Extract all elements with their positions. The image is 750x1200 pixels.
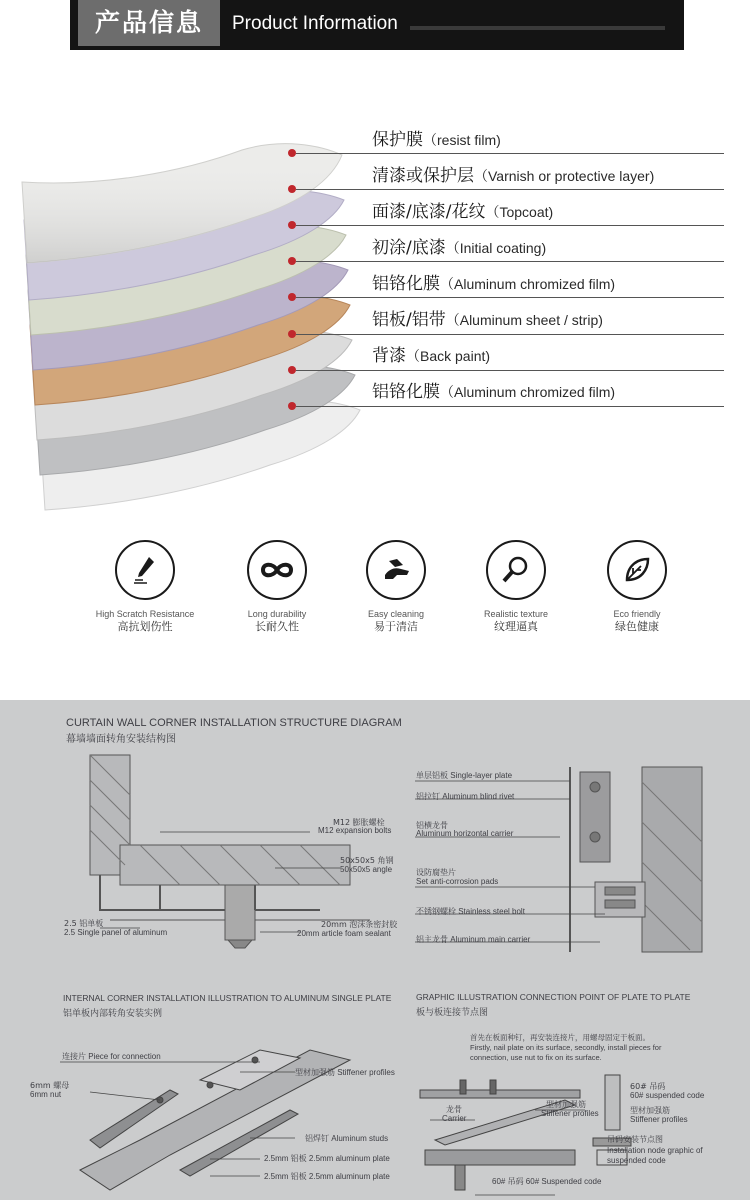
layer-label-6: 铝板/铝带（Aluminum sheet / strip) bbox=[372, 310, 603, 330]
layer-line bbox=[296, 225, 724, 226]
label-nut-cn: 6mm 螺母 bbox=[30, 1081, 70, 1090]
header-title-cn: 产品信息 bbox=[78, 0, 220, 46]
label-aluminum-plate-1: 2.5mm 铝板 2.5mm aluminum plate bbox=[264, 1154, 390, 1163]
infinity-icon bbox=[247, 540, 307, 600]
label-horizontal-carrier-en: Aluminum horizontal carrier bbox=[416, 829, 514, 838]
label-node-graphic-cn: 吊码安装节点图 bbox=[607, 1135, 663, 1144]
label-carrier-cn: 龙骨 bbox=[446, 1105, 462, 1114]
section2-title-en: INTERNAL CORNER INSTALLATION ILLUSTRATION TO ALUMINUM SINGLE PLATE bbox=[63, 993, 392, 1003]
layer-dot bbox=[288, 402, 296, 410]
label-angle-en: 50x50x5 angle bbox=[340, 865, 393, 874]
label-horizontal-carrier-cn: 铝横龙骨 bbox=[416, 821, 448, 830]
label-panel-en: 2.5 Single panel of aluminum bbox=[64, 928, 168, 937]
label-sealant-cn: 20mm 泡沫条密封胶 bbox=[321, 920, 398, 929]
label-aluminum-studs: 铝焊钉 Aluminum studs bbox=[305, 1134, 389, 1143]
label-expansion-bolts-en: M12 expansion bolts bbox=[318, 826, 392, 835]
layer-dot bbox=[288, 366, 296, 374]
label-stiffener-profiles: 型材加强筋 Stiffener profiles bbox=[295, 1068, 395, 1077]
label-sealant-en: 20mm article foam sealant bbox=[297, 929, 391, 938]
label-panel-cn: 2.5 铝单板 bbox=[64, 919, 104, 928]
section3-note-en2: connection, use nut to fix on its surface. bbox=[470, 1053, 602, 1062]
header-title-en: Product Information bbox=[232, 13, 398, 34]
feature-scratch-resistance bbox=[85, 540, 205, 634]
leaf-icon bbox=[607, 540, 667, 600]
label-angle-cn: 50x50x5 角钢 bbox=[340, 856, 394, 865]
feature-label-cn: 易于清洁 bbox=[374, 620, 418, 633]
label-node-graphic-en2: suspended code bbox=[607, 1156, 666, 1165]
label-expansion-bolts-cn: M12 膨胀螺栓 bbox=[333, 818, 385, 827]
section3-title-en: GRAPHIC ILLUSTRATION CONNECTION POINT OF PLATE TO PLATE bbox=[416, 992, 691, 1002]
layer-label-1: 保护膜（resist film) bbox=[372, 130, 501, 150]
layer-label-5: 铝铬化膜（Aluminum chromized film) bbox=[372, 274, 616, 294]
label-stiffener2-en: Stiffener profiles bbox=[630, 1115, 688, 1124]
label-anti-corrosion-cn: 设防腐垫片 bbox=[416, 868, 456, 877]
layer-label-7: 背漆（Back paint) bbox=[372, 346, 491, 366]
feature-easy-cleaning bbox=[336, 540, 456, 634]
layer-stack-illustration bbox=[20, 120, 380, 520]
layer-dot bbox=[288, 330, 296, 338]
section2-title-cn: 铝单板内部转角安装实例 bbox=[63, 1009, 163, 1019]
layer-line bbox=[296, 334, 724, 335]
feature-label-en: Easy cleaning bbox=[367, 609, 425, 619]
layer-dot bbox=[288, 149, 296, 157]
cleaning-hand-icon bbox=[366, 540, 426, 600]
feature-long-durability bbox=[217, 540, 337, 634]
layer-label-8: 铝铬化膜（Aluminum chromized film) bbox=[372, 382, 616, 402]
label-main-carrier: 铝主龙骨 Aluminum main carrier bbox=[416, 935, 531, 944]
diagram-title-cn: 幕墙墙面转角安装结构图 bbox=[66, 734, 176, 745]
section-header bbox=[70, 0, 684, 50]
layer-dot bbox=[288, 257, 296, 265]
layer-label-2: 清漆或保护层（Varnish or protective layer) bbox=[372, 166, 655, 186]
feature-label-cn: 纹理逼真 bbox=[494, 620, 538, 633]
layer-dot bbox=[288, 293, 296, 301]
label-carrier-en: Carrier bbox=[442, 1114, 467, 1123]
layer-label-4: 初涂/底漆（Initial coating) bbox=[372, 238, 547, 258]
installation-diagram bbox=[0, 700, 750, 1200]
label-stiffener2-cn: 型材加强筋 bbox=[630, 1106, 670, 1115]
label-steel-bolt: 不锈钢螺栓 Stainless steel bolt bbox=[416, 907, 525, 916]
layer-line bbox=[296, 297, 724, 298]
scratch-pen-icon bbox=[115, 540, 175, 600]
label-anti-corrosion-en: Set anti-corrosion pads bbox=[416, 877, 499, 886]
feature-realistic-texture bbox=[456, 540, 576, 634]
label-connection-piece: 连接片 Piece for connection bbox=[62, 1052, 161, 1061]
section3-note-cn: 首先在板面种钉，再安装连接片，用螺母固定于板面。 bbox=[470, 1033, 650, 1042]
layer-dot bbox=[288, 221, 296, 229]
layer-line bbox=[296, 370, 724, 371]
feature-label-cn: 长耐久性 bbox=[255, 620, 299, 633]
magnifier-icon bbox=[486, 540, 546, 600]
feature-eco-friendly bbox=[577, 540, 697, 634]
feature-label-en: High Scratch Resistance bbox=[95, 609, 195, 619]
label-aluminum-plate-2: 2.5mm 铝板 2.5mm aluminum plate bbox=[264, 1172, 390, 1181]
label-single-layer-plate: 单层铝板 Single-layer plate bbox=[416, 771, 513, 780]
label-blind-rivet: 铝拉钉 Aluminum blind rivet bbox=[416, 792, 515, 801]
feature-label-en: Eco friendly bbox=[613, 609, 661, 619]
layer-dot bbox=[288, 185, 296, 193]
layer-line bbox=[296, 189, 724, 190]
section3-note-en1: Firstly, nail plate on its surface, secondly, install pieces for bbox=[470, 1043, 662, 1052]
feature-label-en: Realistic texture bbox=[483, 609, 549, 619]
layer-line bbox=[296, 153, 724, 154]
diagram-title-en: CURTAIN WALL CORNER INSTALLATION STRUCTURE DIAGRAM bbox=[66, 717, 402, 729]
section3-title-cn: 板与板连接节点图 bbox=[416, 1008, 489, 1018]
label-suspended-code-cn: 60# 吊码 bbox=[630, 1082, 666, 1091]
layer-line bbox=[296, 406, 724, 407]
label-node-graphic-en1: Installation node graphic of bbox=[607, 1146, 703, 1155]
feature-label-en: Long durability bbox=[247, 609, 307, 619]
label-stiffener-cn: 型材加强筋 bbox=[546, 1100, 586, 1109]
layer-line bbox=[296, 261, 724, 262]
layer-label-3: 面漆/底漆/花纹（Topcoat) bbox=[372, 202, 554, 222]
feature-label-cn: 绿色健康 bbox=[615, 620, 659, 633]
label-suspended-code-bottom: 60# 吊码 60# Suspended code bbox=[492, 1177, 602, 1186]
label-suspended-code-en: 60# suspended code bbox=[630, 1091, 705, 1100]
label-nut-en: 6mm nut bbox=[30, 1090, 62, 1099]
feature-label-cn: 高抗划伤性 bbox=[117, 620, 173, 633]
label-stiffener-en: Stiffener profiles bbox=[541, 1109, 599, 1118]
header-rule bbox=[410, 26, 665, 30]
